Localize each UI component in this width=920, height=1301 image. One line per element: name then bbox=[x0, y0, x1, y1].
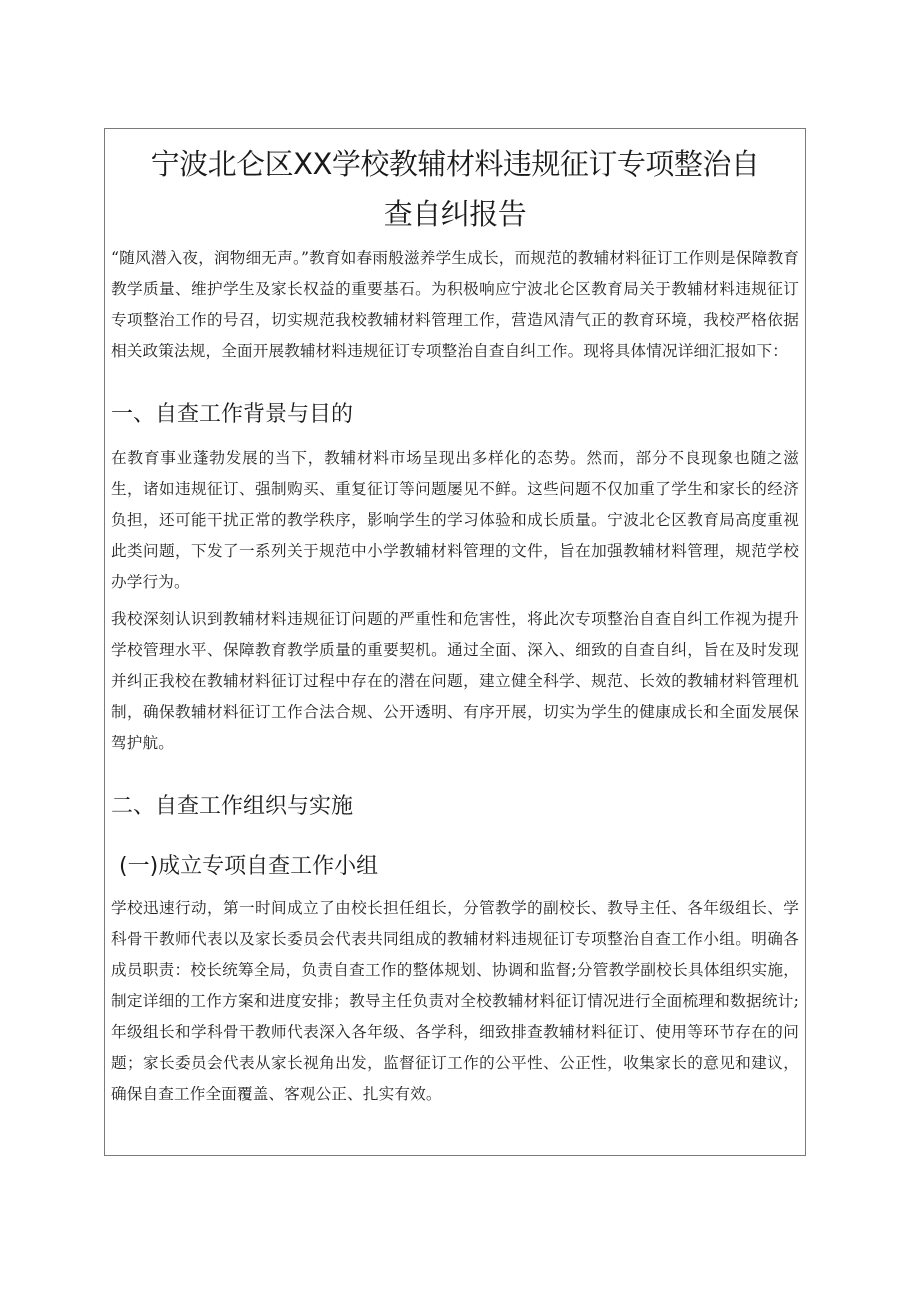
section-1-paragraph-1: 在教育事业蓬勃发展的当下，教辅材料市场呈现出多样化的态势。然而，部分不良现象也随之滋生，诸如违规征订、强制购买、重复征订等问题屡见不鲜。这些问题不仅加重了学生和家长的经济负担，还可能干扰正常的教学秩序，影响学生的学习体验和成长质量。宁波北仑区教育局高度重视此类问题，下发了一系列关于规范中小学教辅材料管理的文件，旨在加强教辅材料管理，规范学校办学行为。 bbox=[111, 449, 799, 591]
section-2-heading: 二、自查工作组织与实施 bbox=[111, 794, 354, 819]
intro-paragraph: “随风潜入夜，润物细无声。”教育如春雨般滋养学生成长，而规范的教辅材料征订工作则是保障教育教学质量、维护学生及家长权益的重要基石。为积极响应宁波北仑区教育局关于教辅材料违规征订专项整治工作的号召，切实规范我校教辅材料管理工作，营造风清气正的教育环境，我校严格依据相关政策法规，全面开展教辅材料违规征订专项整治自查自纠工作。现将具体情况详细汇报如下： bbox=[111, 249, 799, 360]
title-line-1: 宁波北仑区XX学校教辅材料违规征订专项整治自 bbox=[150, 147, 760, 181]
section-1-paragraph-2: 我校深刻认识到教辅材料违规征订问题的严重性和危害性，将此次专项整治自查自纠工作视为提升学校管理水平、保障教育教学质量的重要契机。通过全面、深入、细致的自查自纠，旨在及时发现并纠正我校在教辅材料征订过程中存在的潜在问题，建立健全科学、规范、长效的教辅材料管理机制，确保教辅材料征订工作合法合规、公开透明、有序开展，切实为学生的健康成长和全面发展保驾护航。 bbox=[111, 610, 799, 752]
document-title bbox=[111, 139, 799, 239]
document-page bbox=[104, 128, 806, 1156]
title-line-2: 查自纠报告 bbox=[383, 197, 527, 231]
subsection-2-1-paragraph: 学校迅速行动，第一时间成立了由校长担任组长，分管教学的副校长、教导主任、各年级组长、学科骨干教师代表以及家长委员会代表共同组成的教辅材料违规征订专项整治自查工作小组。明确各成员职责：校长统筹全局，负责自查工作的整体规划、协调和监督;分管教学副校长具体组织实施，制定详细的工作方案和进度安排；教导主任负责对全校教辅材料征订情况进行全面梳理和数据统计;年级组长和学科骨干教师代表深入各年级、各学科，细致排查教辅材料征订、使用等环节存在的问题；家长委员会代表从家长视角出发，监督征订工作的公平性、公正性，收集家长的意见和建议，确保自查工作全面覆盖、客观公正、扎实有效。 bbox=[111, 899, 799, 1103]
section-1-heading: 一、自查工作背景与目的 bbox=[111, 402, 354, 427]
subsection-2-1-heading: (一)成立专项自查工作小组 bbox=[119, 854, 379, 879]
